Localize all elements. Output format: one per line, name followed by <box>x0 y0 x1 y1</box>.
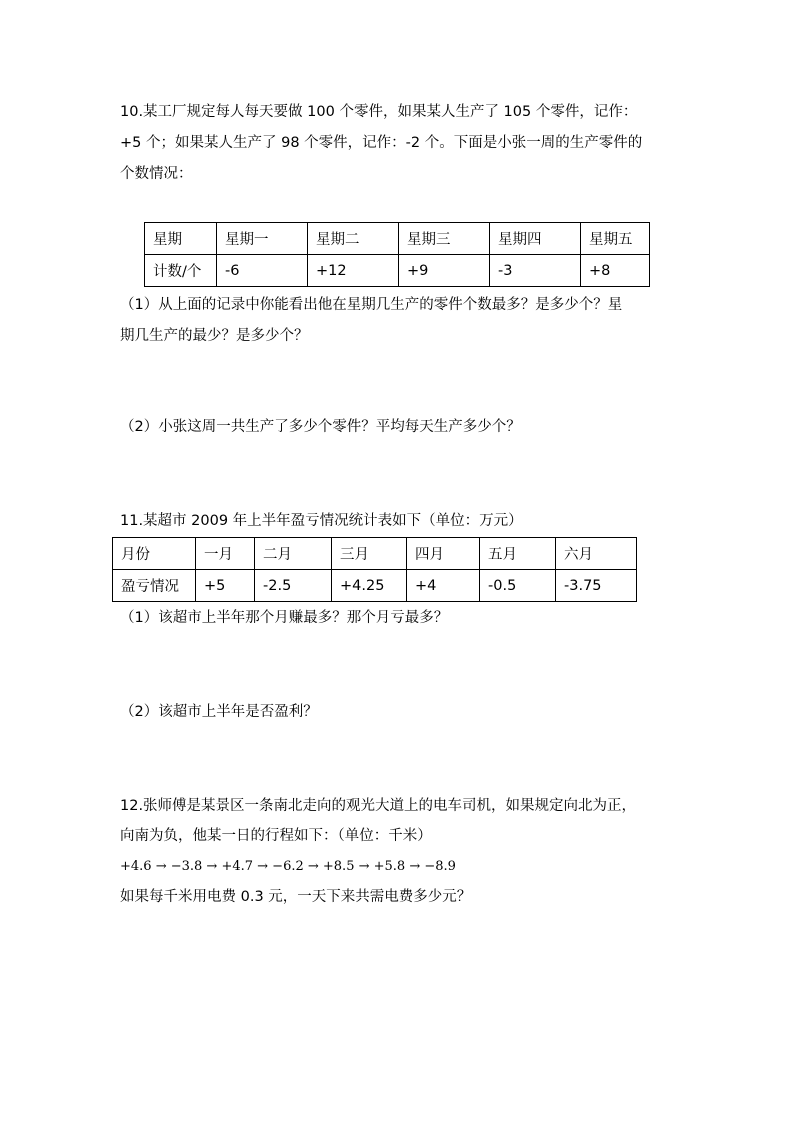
table-cell: 星期四 <box>490 223 581 255</box>
table-cell: 星期 <box>145 223 217 255</box>
table-cell: +4 <box>407 570 480 602</box>
table-cell: +4.25 <box>332 570 407 602</box>
table-cell: 一月 <box>196 538 255 570</box>
table-cell: +8 <box>581 255 650 287</box>
q12-sequence: +4.6 → −3.8 → +4.7 → −6.2 → +8.5 → +5.8 → −8.9 <box>120 859 456 874</box>
table-row <box>113 570 637 602</box>
q11-profit-table <box>112 537 637 602</box>
table-cell: +9 <box>399 255 490 287</box>
q10-line-2: +5 个；如果某人生产了 98 个零件，记作：-2 个。下面是小张一周的生产零件的 <box>120 135 643 151</box>
table-header-row <box>145 223 650 255</box>
q10-line-1: 10.某工厂规定每人每天要做 100 个零件，如果某人生产了 105 个零件，记作： <box>120 104 638 120</box>
table-cell: 月份 <box>113 538 196 570</box>
table-cell: 三月 <box>332 538 407 570</box>
q12-question: 如果每千米用电费 0.3 元，一天下来共需电费多少元？ <box>120 889 472 905</box>
q10-sub1-line-2: 期几生产的最少？是多少个？ <box>120 328 309 344</box>
table-cell: +12 <box>308 255 399 287</box>
q12-line-1: 12.张师傅是某景区一条南北走向的观光大道上的电车司机，如果规定向北为正， <box>120 798 637 814</box>
table-cell: 五月 <box>480 538 556 570</box>
q11-sub1: （1）该超市上半年那个月赚最多？那个月亏最多？ <box>120 610 449 626</box>
table-cell: -3 <box>490 255 581 287</box>
table-cell: -6 <box>217 255 308 287</box>
table-cell: 星期一 <box>217 223 308 255</box>
q10-line-3: 个数情况： <box>120 166 193 182</box>
table-cell: 星期二 <box>308 223 399 255</box>
q11-sub2: （2）该超市上半年是否盈利？ <box>120 704 318 720</box>
table-cell: 四月 <box>407 538 480 570</box>
table-row <box>145 255 650 287</box>
table-cell: 二月 <box>255 538 332 570</box>
table-header-row <box>113 538 637 570</box>
q10-sub1-line-1: （1）从上面的记录中你能看出他在星期几生产的零件个数最多？是多少个？星 <box>120 297 623 313</box>
table-cell: 计数/个 <box>145 255 217 287</box>
table-cell: 六月 <box>556 538 637 570</box>
table-cell: 星期五 <box>581 223 650 255</box>
q12-line-2: 向南为负，他某一日的行程如下：（单位：千米） <box>120 828 432 844</box>
q11-title: 11.某超市 2009 年上半年盈亏情况统计表如下（单位：万元） <box>120 513 523 529</box>
table-cell: +5 <box>196 570 255 602</box>
table-cell: -2.5 <box>255 570 332 602</box>
table-cell: 盈亏情况 <box>113 570 196 602</box>
table-cell: -0.5 <box>480 570 556 602</box>
table-cell: -3.75 <box>556 570 637 602</box>
table-cell: 星期三 <box>399 223 490 255</box>
q10-sub2: （2）小张这周一共生产了多少个零件？平均每天生产多少个？ <box>120 419 521 435</box>
q10-production-table <box>144 222 650 287</box>
